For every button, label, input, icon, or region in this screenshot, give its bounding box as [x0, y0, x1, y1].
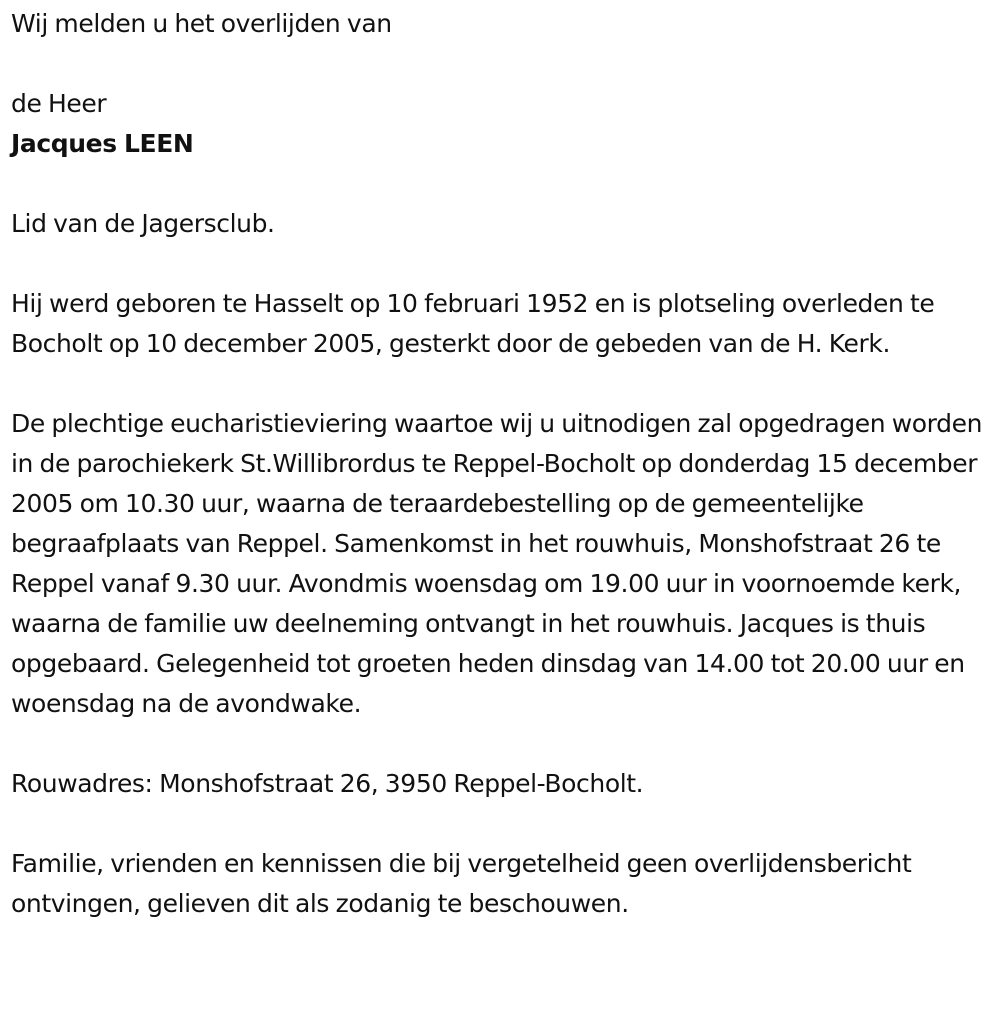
birth-death-paragraph: Hij werd geboren te Hasselt op 10 februari 1952 en is plotseling overleden te Bocholt op 10 december 2005, gesterkt door de gebeden van de H. Kerk. [11, 289, 935, 358]
intro-text: Wij melden u het overlijden van [11, 9, 392, 38]
spacer [11, 164, 996, 204]
membership-text: Lid van de Jagersclub. [11, 209, 275, 238]
spacer [11, 724, 996, 764]
spacer [11, 804, 996, 844]
spacer [11, 44, 996, 84]
deceased-name: Jacques LEEN [11, 129, 194, 158]
spacer [11, 364, 996, 404]
mourning-address: Rouwadres: Monshofstraat 26, 3950 Reppel-Bocholt. [11, 769, 644, 798]
death-notice [11, 4, 996, 924]
ceremony-paragraph: De plechtige eucharistieviering waartoe wij u uitnodigen zal opgedragen worden in de parochiekerk St.Willibrordus te Reppel-Bocholt op donderdag 15 december 2005 om 10.30 uur, waarna de teraardebestelling op de gemeentelijke begraafplaats van Reppel. Samenkomst in het rouwhuis, Monshofstraat 26 te Reppel vanaf 9.30 uur. Avondmis woensdag om 19.00 uur in voornoemde kerk, waarna de familie uw deelneming ontvangt in het rouwhuis. Jacques is thuis opgebaard. Gelegenheid tot groeten heden dinsdag van 14.00 tot 20.00 uur en woensdag na de avondwake. [11, 409, 983, 718]
closing-paragraph: Familie, vrienden en kennissen die bij vergetelheid geen overlijdensbericht ontvingen, gelieven dit als zodanig te beschouwen. [11, 849, 912, 918]
spacer [11, 244, 996, 284]
honorific: de Heer [11, 89, 107, 118]
